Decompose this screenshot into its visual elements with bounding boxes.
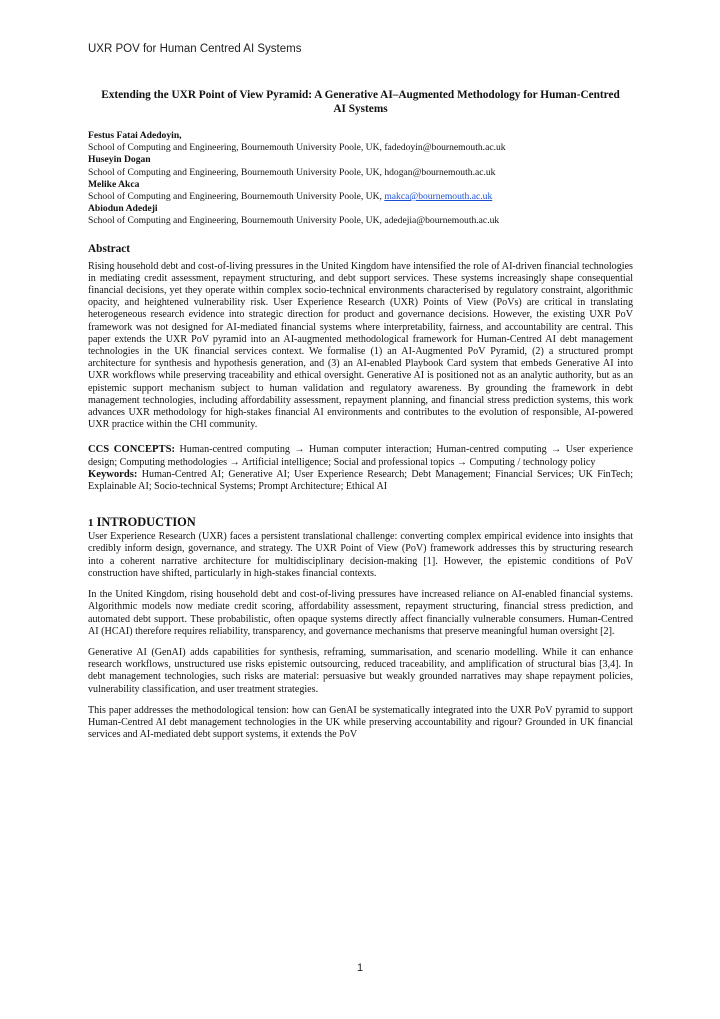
ccs-text: Human-centred computing → Human computer interaction; Human-centred computing → User experience design; Computing methodologies → Artificial intelligence; Social and professional topics → Computing / technology policy — [88, 444, 633, 468]
author-affiliation: School of Computing and Engineering, Bournemouth University Poole, UK, adedejia@bournemouth.ac.uk — [88, 215, 500, 227]
paper-body — [88, 88, 633, 741]
author-email-link[interactable]: makca@bournemouth.ac.uk — [384, 191, 493, 203]
introduction-heading: 1 INTRODUCTION — [88, 515, 196, 530]
ccs-concepts — [88, 444, 633, 468]
author-affiliation: School of Computing and Engineering, Bournemouth University Poole, UK, hdogan@bournemouth.ac.uk — [88, 166, 496, 178]
abstract-heading: Abstract — [88, 242, 131, 255]
author-email: adedejia@bournemouth.ac.uk — [384, 215, 500, 227]
intro-paragraph: This paper addresses the methodological tension: how can GenAI be systematically integrated into the UXR PoV pyramid to support Human-Centred AI debt management technologies in the UK while preserving accountability and rigour? Grounded in UK financial services and AI-mediated debt support systems, it extends the PoV — [88, 704, 633, 741]
paper-title: Extending the UXR Point of View Pyramid: A Generative AI–Augmented Methodology for Human-Centred AI Systems — [101, 89, 620, 115]
author-name: Festus Fatai Adedoyin, — [88, 130, 182, 141]
author-entry — [88, 130, 633, 154]
author-email: fadedoyin@bournemouth.ac.uk — [384, 142, 506, 154]
keywords-label: Keywords: — [88, 468, 138, 480]
author-affiliation: School of Computing and Engineering, Bournemouth University Poole, UK, makca@bournemouth.ac.uk — [88, 191, 493, 203]
author-entry — [88, 154, 633, 178]
author-name: Huseyin Dogan — [88, 154, 151, 166]
author-name: Abiodun Adedeji — [88, 203, 158, 215]
author-entry — [88, 179, 633, 203]
section-number: 1 — [88, 517, 94, 530]
author-block — [88, 130, 633, 228]
ccs-label: CCS CONCEPTS: — [88, 444, 176, 456]
author-entry — [88, 203, 633, 227]
intro-paragraph: In the United Kingdom, rising household debt and cost-of-living pressures have increased reliance on AI-enabled financial systems. Algorithmic models now mediate credit scoring, affordability assessment, repayment structuring, financial stress prediction, and automated debt support. These probabilistic, often opaque systems directly affect financially vulnerable consumers. Human-Centred AI (HCAI) therefore requires reliability, transparency, and governance mechanisms that preserve meaningful human oversight [2]. — [88, 589, 633, 637]
abstract-text: Rising household debt and cost-of-living pressures in the United Kingdom have intensified the role of AI-driven financial technologies in mediating credit assessment, repayment structuring, and debt support services. These systems increasingly shape consequential financial decisions, yet they operate within complex socio-technical environments characterised by regulatory constraint, algorithmic opacity, and heightened vulnerability risk. User Experience Research (UXR) Points of View (PoVs) are critical in translating heterogeneous research evidence into strategic direction for product and governance decisions. However, the existing UXR PoV framework was not designed for AI-mediated financial systems where interpretability, fairness, and accountability are central. This paper extends the UXR PoV pyramid into an AI-augmented methodological framework for Human-Centred AI debt management technologies in the UK financial services context. We formalise (1) an AI-Augmented PoV Pyramid, (2) a structured prompt architecture for synthesis and hypothesis generation, and (3) an AI-enabled Playbook Card system that embeds Generative AI into UXR workflows while preserving traceability and ethical oversight. Generative AI is positioned not as an analytic authority, but as an epistemic support mechanism subject to human validation and regulatory awareness. By grounding the framework in debt management technologies, including affordability assessment, repayment planning, and financial stress prediction systems, this work advances UXR methodology for high-stakes financial AI environments and contributes to the evolution of responsible, AI-powered UXR practice within the CHI community. — [88, 260, 633, 431]
author-name: Melike Akca — [88, 178, 140, 190]
page-number: 1 — [356, 962, 364, 974]
keywords — [88, 469, 633, 493]
author-email: hdogan@bournemouth.ac.uk — [384, 166, 496, 178]
intro-paragraph: Generative AI (GenAI) adds capabilities for synthesis, reframing, summarisation, and scenario modelling. While it can enhance research workflows, unstructured use risks epistemic outsourcing, reduced traceability, and amplification of structural bias [3,4]. In debt management technologies, such risks are material: persuasive but weakly grounded narratives may shape repayment policies, vulnerability classification, and user treatment strategies. — [88, 646, 633, 695]
intro-paragraph: User Experience Research (UXR) faces a persistent translational challenge: converting complex empirical evidence into insights that credibly inform design, governance, and strategy. The UXR Point of View (PoV) framework addresses this by structuring research into a coherent narrative architecture for multidisciplinary decision-making [1]. However, the epistemic conditions of PoV construction have shifted, particularly in high-stakes financial contexts. — [88, 531, 633, 579]
keywords-text: Human-Centred AI; Generative AI; User Experience Research; Debt Management; Financial Services; UK FinTech; Explainable AI; Socio-technical Systems; Prompt Architecture; Ethical AI — [88, 468, 633, 493]
author-affiliation: School of Computing and Engineering, Bournemouth University Poole, UK, fadedoyin@bournemouth.ac.uk — [88, 142, 506, 154]
running-header: UXR POV for Human Centred AI Systems — [88, 43, 302, 55]
